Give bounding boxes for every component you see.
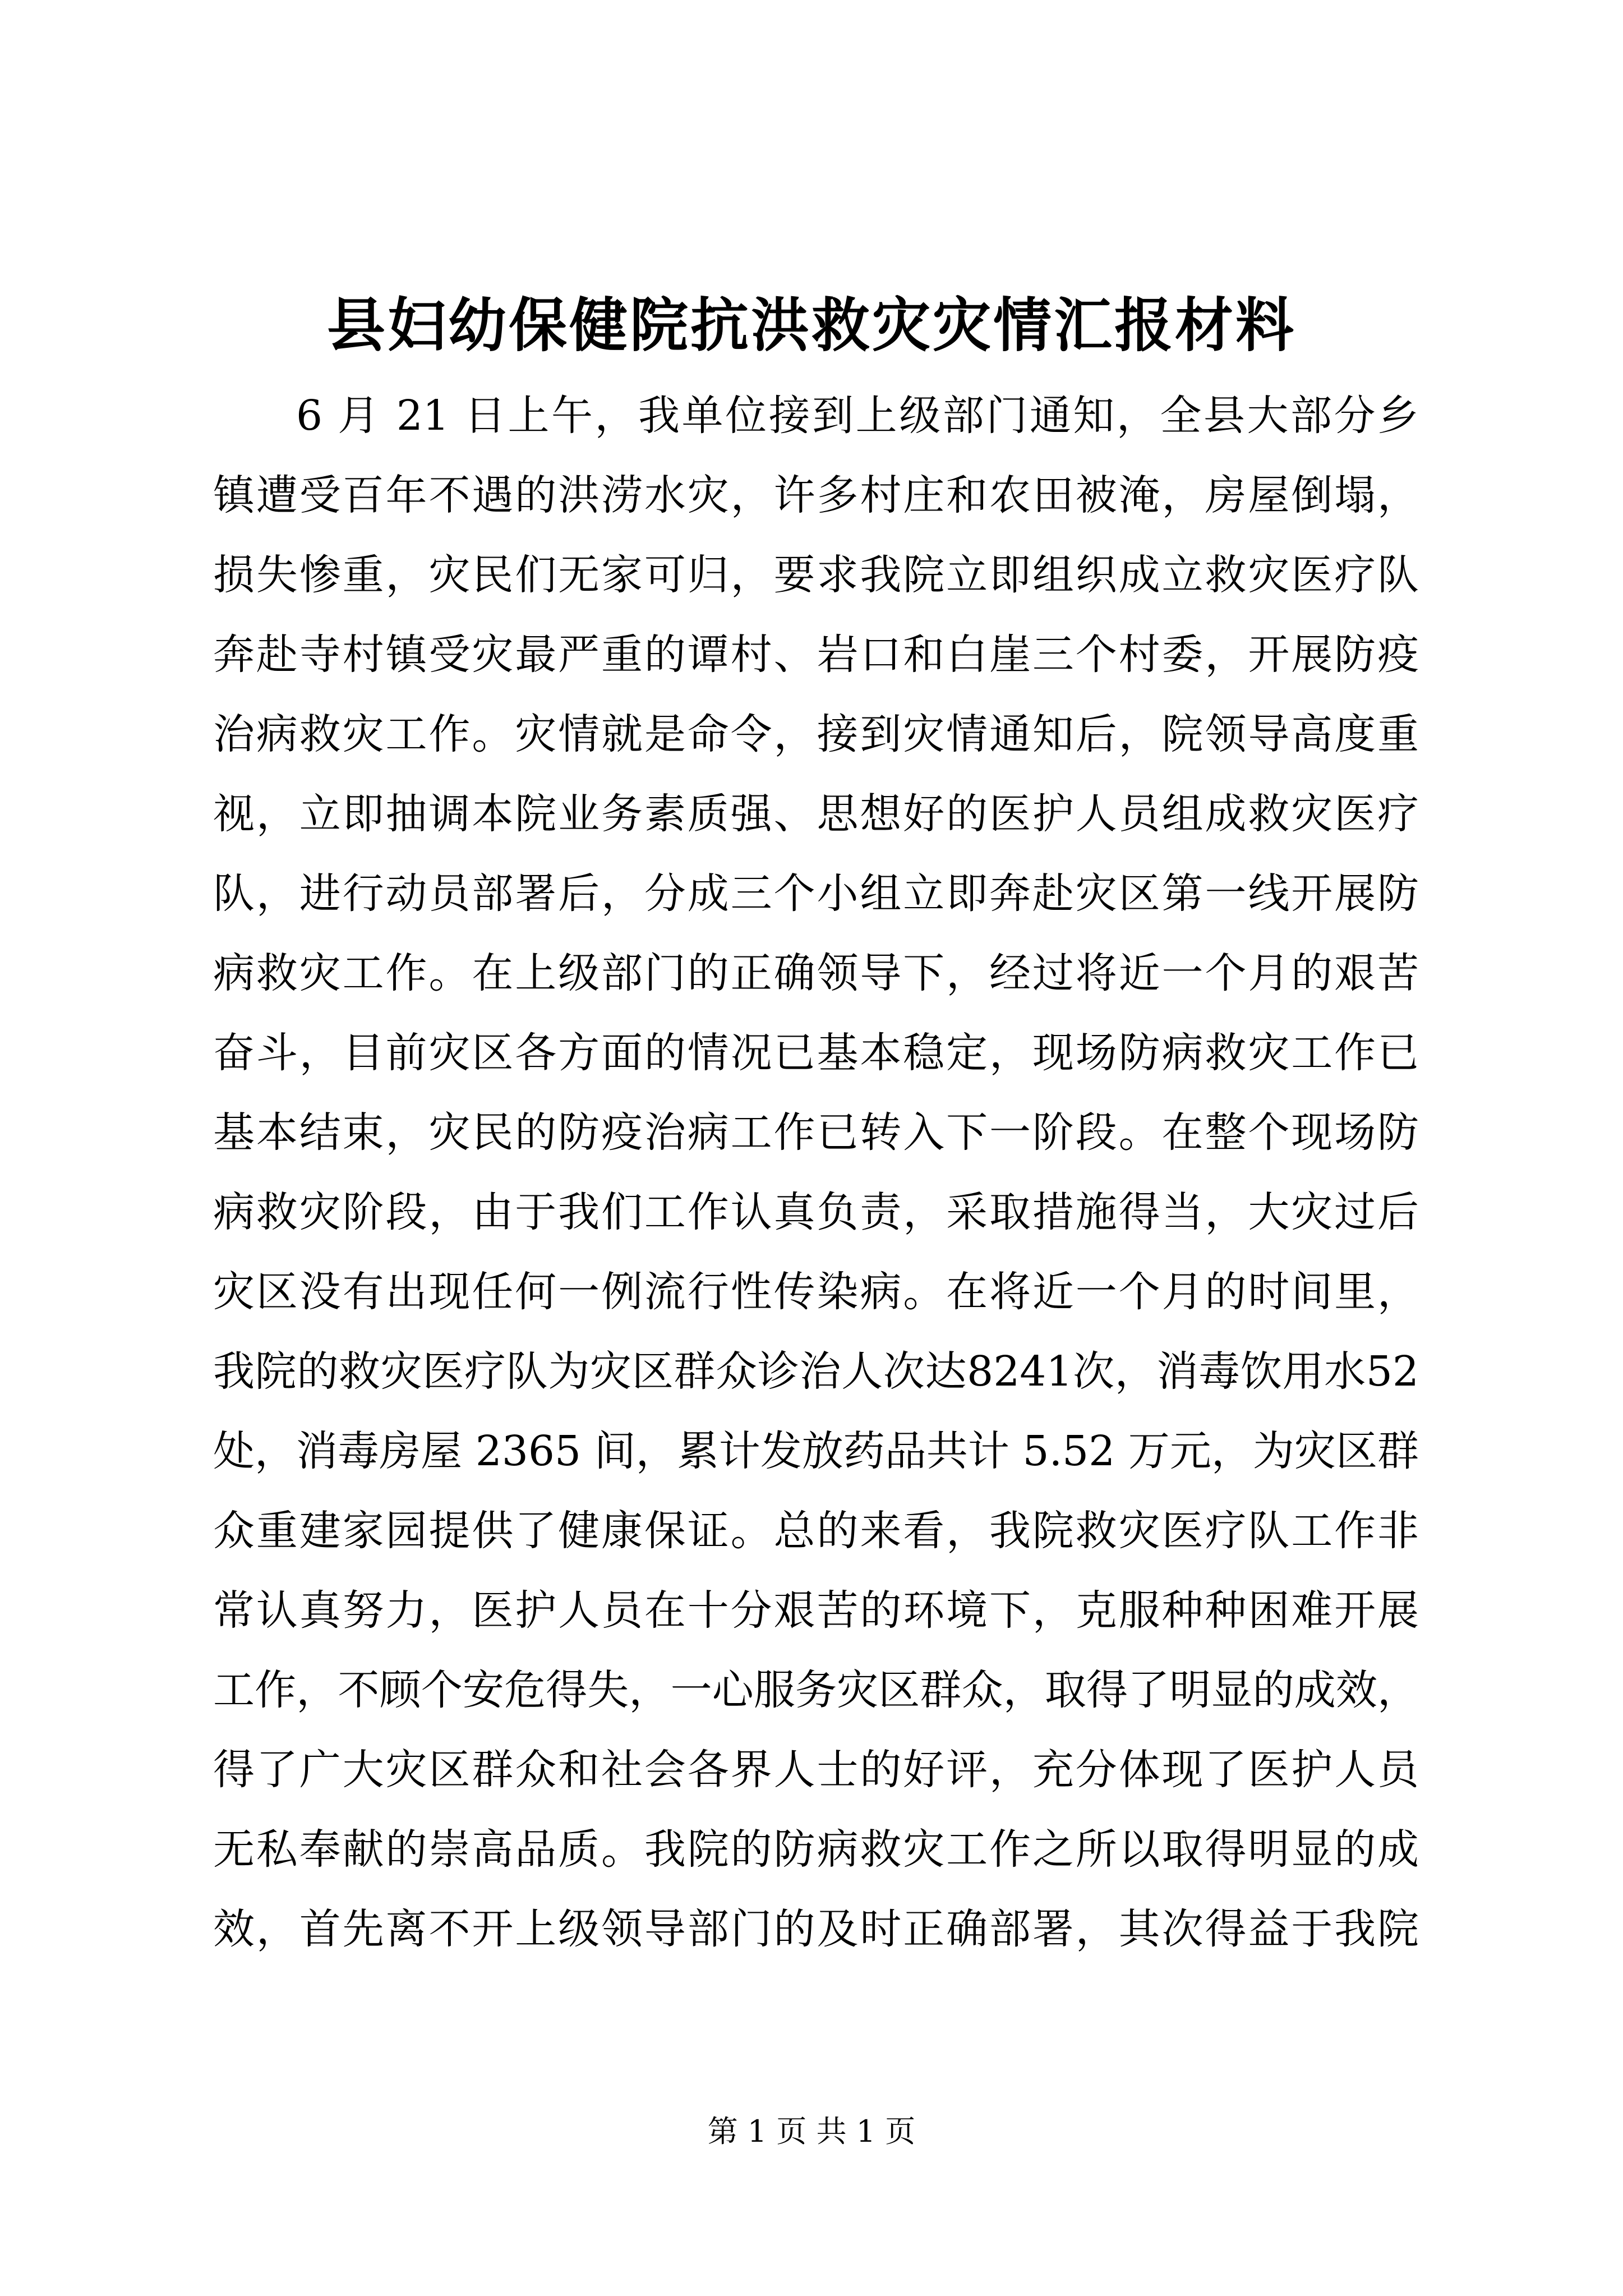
body-line [213,854,1419,933]
body-line [213,774,1419,854]
body-line-text: 奔赴寺村镇受灾最严重的谭村、岩口和白崖三个村委，开展防疫 [213,631,1419,679]
body-line [213,615,1419,694]
body-line-text: 治病救灾工作。灾情就是命令，接到灾情通知后，院领导高度重 [213,710,1419,758]
body-line [213,1332,1419,1411]
body-line-text: 奋斗，目前灾区各方面的情况已基本稳定，现场防病救灾工作已 [213,1029,1419,1077]
body-line-text: 灾区没有出现任何一例流行性传染病。在将近一个月的时间里， [213,1268,1419,1316]
body-line [213,1810,1419,1889]
body-line-text: 6 月 21 日上午，我单位接到上级部门通知，全县大部分乡 [296,392,1419,440]
body-line-text: 队，进行动员部署后，分成三个小组立即奔赴灾区第一线开展防 [213,869,1419,918]
body-line [213,1093,1419,1172]
page-number-footer: 第 1 页 共 1 页 [707,2114,916,2149]
body-line-text: 无私奉献的崇高品质。我院的防病救灾工作之所以取得明显的成 [213,1825,1419,1874]
body-line-text: 基本结束，灾民的防疫治病工作已转入下一阶段。在整个现场防 [213,1108,1419,1157]
body-line [213,933,1419,1013]
body-line [213,376,1419,455]
body-line-text: 病救灾阶段，由于我们工作认真负责，采取措施得当，大灾过后 [213,1188,1419,1236]
body-line [213,1411,1419,1491]
body-line [213,1571,1419,1650]
body-line [213,535,1419,615]
body-line [213,1491,1419,1571]
body-line-text: 工作，不顾个安危得失，一心服务灾区群众，取得了明显的成效， [213,1666,1419,1714]
body-line [213,455,1419,535]
body-line [213,694,1419,774]
body-line [213,1172,1419,1252]
body-line-text: 视，立即抽调本院业务素质强、思想好的医护人员组成救灾医疗 [213,790,1419,838]
body-line-text: 我院的救灾医疗队为灾区群众诊治人次达8241次，消毒饮用水52 [213,1347,1419,1396]
body-line [213,1252,1419,1332]
body-line [213,1650,1419,1730]
body-line [213,1730,1419,1810]
body-line-text: 众重建家园提供了健康保证。总的来看，我院救灾医疗队工作非 [213,1507,1419,1555]
body-line-text: 得了广大灾区群众和社会各界人士的好评，充分体现了医护人员 [213,1746,1419,1794]
body-line-text: 损失惨重，灾民们无家可归，要求我院立即组织成立救灾医疗队 [213,551,1419,599]
document-title: 县妇幼保健院抗洪救灾灾情汇报材料 [326,291,1296,360]
document-body [213,376,1419,1969]
body-line-text: 效，首先离不开上级领导部门的及时正确部署，其次得益于我院 [213,1905,1419,1953]
body-line-text: 处，消毒房屋 2365 间，累计发放药品共计 5.52 万元，为灾区群 [213,1427,1419,1475]
body-line [213,1013,1419,1093]
body-line [213,1889,1419,1969]
body-line-text: 病救灾工作。在上级部门的正确领导下，经过将近一个月的艰苦 [213,949,1419,997]
body-line-text: 镇遭受百年不遇的洪涝水灾，许多村庄和农田被淹，房屋倒塌， [213,471,1419,519]
body-line-text: 常认真努力，医护人员在十分艰苦的环境下，克服种种困难开展 [213,1586,1419,1635]
